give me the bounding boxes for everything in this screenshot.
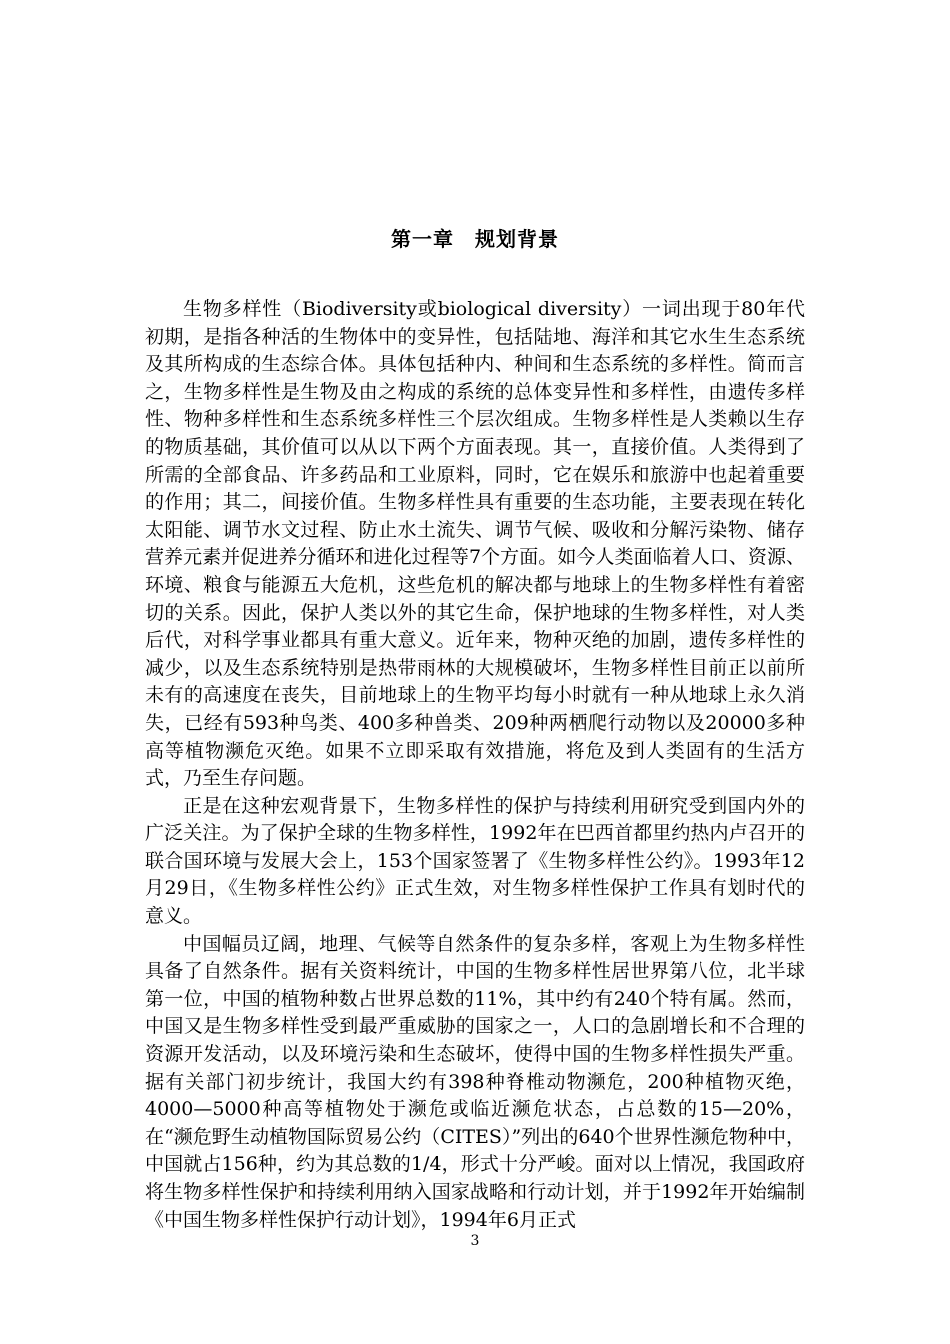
body-text	[145, 296, 805, 1234]
page-number: 3	[470, 1233, 480, 1249]
chapter-title: 第一章 规划背景	[391, 227, 559, 251]
paragraph-1: 生物多样性（Biodiversity或biological diversity）一词出现于80年代初期，是指各种活的生物体中的变异性，包括陆地、海洋和其它水生生态系统及其所构成的生态综合体。具体包括种内、种间和生态系统的多样性。简而言之，生物多样性是生物及由之构成的系统的总体变异性和多样性，由遗传多样性、物种多样性和生态系统多样性三个层次组成。生物多样性是人类赖以生存的物质基础，其价值可以从以下两个方面表现。其一，直接价值。人类得到了所需的全部食品、许多药品和工业原料，同时，它在娱乐和旅游中也起着重要的作用；其二，间接价值。生物多样性具有重要的生态功能，主要表现在转化太阳能、调节水文过程、防止水土流失、调节气候、吸收和分解污染物、储存营养元素并促进养分循环和进化过程等7个方面。如今人类面临着人口、资源、环境、粮食与能源五大危机，这些危机的解决都与地球上的生物多样性有着密切的关系。因此，保护人类以外的其它生命，保护地球的生物多样性，对人类后代，对科学事业都具有重大意义。近年来，物种灭绝的加剧，遗传多样性的减少，以及生态系统特别是热带雨林的大规模破坏，生物多样性目前正以前所未有的高速度在丧失，目前地球上的生物平均每小时就有一种从地球上永久消失，已经有593种鸟类、400多种兽类、209种两栖爬行动物以及20000多种高等植物濒危灭绝。如果不立即采取有效措施，将危及到人类固有的生活方式，乃至生存问题。	[145, 298, 805, 790]
paragraph-3: 中国幅员辽阔，地理、气候等自然条件的复杂多样，客观上为生物多样性具备了自然条件。据有关资料统计，中国的生物多样性居世界第八位，北半球第一位，中国的植物种数占世界总数的11%，其中约有240个特有属。然而，中国又是生物多样性受到最严重威胁的国家之一，人口的急剧增长和不合理的资源开发活动，以及环境污染和生态破坏，使得中国的生物多样性损失严重。据有关部门初步统计，我国大约有398种脊椎动物濒危，200种植物灭绝，4000—5000种高等植物处于濒危或临近濒危状态，占总数的15—20%，在“濒危野生动植物国际贸易公约（CITES）”列出的640个世界性濒危物种中，中国就占156种，约为其总数的1/4，形式十分严峻。面对以上情况，我国政府将生物多样性保护和持续利用纳入国家战略和行动计划，并于1992年开始编制《中国生物多样性保护行动计划》，1994年6月正式	[145, 932, 805, 1231]
paragraph-2: 正是在这种宏观背景下，生物多样性的保护与持续利用研究受到国内外的广泛关注。为了保护全球的生物多样性，1992年在巴西首都里约热内卢召开的联合国环境与发展大会上，153个国家签署了《生物多样性公约》。1993年12月29日，《生物多样性公约》正式生效，对生物多样性保护工作具有划时代的意义。	[145, 794, 805, 928]
